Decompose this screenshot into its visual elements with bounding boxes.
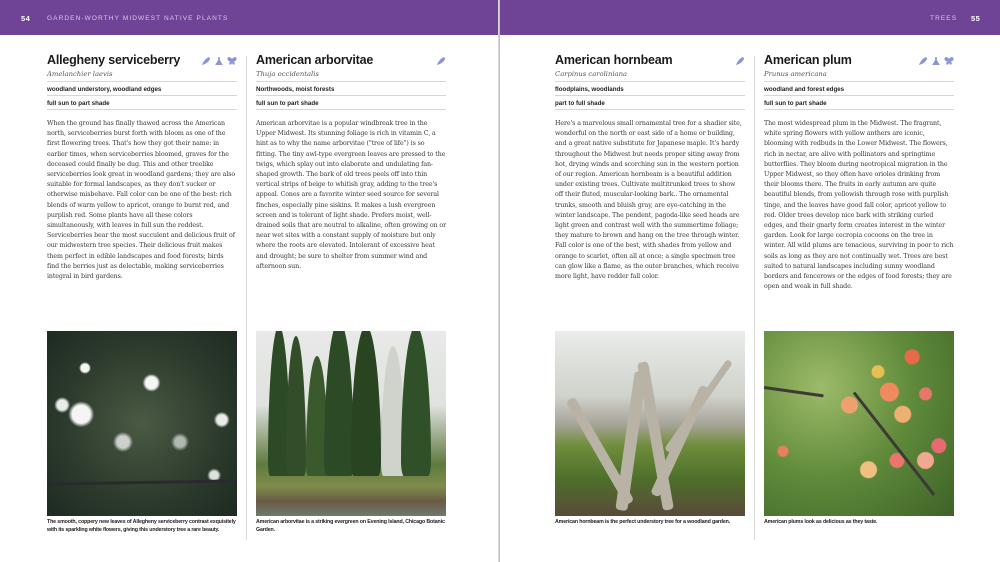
light-requirement: full sun to part shade	[764, 100, 827, 107]
right-page	[500, 0, 1000, 562]
divider	[256, 109, 446, 110]
photo-hornbeam	[555, 331, 745, 516]
habitat: woodland and forest edges	[764, 86, 845, 93]
plant-name: American hornbeam	[555, 53, 673, 67]
description: The most widespread plum in the Midwest. The fragrant, white spring flowers with yellow anthers are iconic, blooming with redbuds in the Lower Midwest. The flowers, rich in nectar, are alive with pollinators and springtime butterflies. They bloom during neotropical migration in the Upper Midwest, so they often have orioles drinking from their blooms there. The fruits in early autumn are quite beautiful blends, from yellowish through rose with purplish tinge, and the leaves have good fall color, apricot yellow to red. Older trees develop nice bark with striking curled edges, and their gnarly form creates interest in the winter garden. Look for large cecropia cocoons on the tree in winter. All wild plums are tenacious, surviving in poor to rich soils as long as they are not continually wet. Trees are best suited to natural landscapes including sunny woodland borders and fencerows or the edges of food forests; they are open and weak in full shade.	[764, 120, 954, 291]
divider	[764, 109, 954, 110]
photo-caption: American plums look as delicious as they taste.	[764, 519, 878, 525]
wildlife-icons	[918, 56, 954, 66]
light-requirement: full sun to part shade	[47, 100, 110, 107]
latin-name: Amelanchier laevis	[47, 70, 113, 78]
description: Here's a marvelous small ornamental tree for a shadier site, wonderful on the north or east side of a home or building, and a great native substitute for Japanese maple. It's hardy throughout the Midwest but needs proper siting away from hot, drying winds and scorching sun in the western portion of our region. American hornbeam is a beautiful addition under existing trees. Cultivate multitrunked trees to show off their fluted, muscular-looking bark.. The ornamental trunks, smooth and bluish gray, are eye-catching in the winter landscape. The pendent, pagoda-like seed heads are light green and contrast well with the summertime foliage; they mature to brown and hang on the tree through winter. Fall color is one of the best, with shades from yellow and orange to scarlet, often all at once; a single specimen tree can glow like a flame, as the outer branches, which receive more light, have redder fall color.	[555, 120, 742, 281]
bird-icon	[436, 56, 446, 66]
plant-name: Allegheny serviceberry	[47, 53, 181, 67]
photo-caption: The smooth, coppery new leaves of Allegheny serviceberry contrast exquisitely with its sparkling white flowers, giving this understory tree a rare beauty.	[47, 519, 236, 534]
latin-name: Carpinus caroliniana	[555, 70, 628, 78]
description: American arborvitae is a popular windbreak tree in the Upper Midwest. Its stunning foliage is rich in vitamin C, a hint as to why the name arborvitae ("tree of life") is so fitting. The tiny awl-type evergreen leaves are pressed to the twigs, which splay out into elaborate and undulating fan-shaped growth. The bark of old trees peels off into thin vertical strips of beige to whitish gray, adding to the tree's appeal. Cones are a favorite winter seed source for several finches, especially pine siskins. It makes a lush evergreen screen and is tolerant of light shade. Prefers moist, well-drained soils that are neutral to alkaline, often growing on or near wet sites with a constant supply of moisture but only where the roots are elevated. Intolerant of excessive heat and drought; be sure to shelter from summer wind and afternoon sun.	[256, 120, 447, 270]
photo-plum	[764, 331, 954, 516]
bird-icon	[735, 56, 745, 66]
plant-entry-allegheny-serviceberry	[47, 53, 237, 282]
photo-arborvitae	[256, 331, 446, 516]
habitat: floodplains, woodlands	[555, 86, 624, 93]
plant-entry-american-arborvitae	[256, 53, 446, 272]
butterfly-icon	[227, 56, 237, 66]
wildlife-icons	[735, 56, 745, 66]
light-requirement: full sun to part shade	[256, 100, 319, 107]
habitat: Northwoods, moist forests	[256, 86, 335, 93]
latin-name: Thuja occidentalis	[256, 70, 319, 78]
photo-serviceberry	[47, 331, 237, 516]
light-requirement: part to full shade	[555, 100, 605, 107]
divider	[47, 109, 237, 110]
bird-icon	[201, 56, 211, 66]
wildlife-icons	[201, 56, 237, 66]
running-head-right: TREES	[930, 15, 958, 22]
photo-caption: American arborvitae is a striking evergreen on Evening Island, Chicago Botanic Garden.	[256, 519, 445, 534]
photo-caption: American hornbeam is the perfect understory tree for a woodland garden.	[555, 519, 731, 525]
page-number-left: 54	[21, 14, 31, 23]
running-head-left: GARDEN-WORTHY MIDWEST NATIVE PLANTS	[47, 15, 229, 22]
plant-entry-american-hornbeam	[555, 53, 745, 282]
divider	[555, 109, 745, 110]
header-band-right	[500, 0, 1000, 35]
bee-icon	[214, 56, 224, 66]
description: When the ground has finally thawed across the American north, serviceberries burst forth with bloom as one of the first flowering trees. That's how they got their name: in earlier times, when serviceberries bloomed, graves for the deceased could finally be dug. This and other treelike serviceberries look great in woodland gardens; they are also suitable for formal landscapes, as they don't sucker or otherwise misbehave. Fall color can be one of the best: rich blends of warm yellow to apricot, orange to burnt red, and purplish red. Some plants have all these colors simultaneously, with leaves in full sun the reddest. Serviceberries bear the most succulent and delicious fruit of our midwestern tree species. Their delicious fruit makes them perfect in edible landscapes and food forests; birds find the berries just as delectable, making serviceberries integral in bird gardens.	[47, 120, 236, 281]
wildlife-icons	[436, 56, 446, 66]
bee-icon	[931, 56, 941, 66]
column-divider	[246, 56, 247, 540]
butterfly-icon	[944, 56, 954, 66]
habitat: woodland understory, woodland edges	[47, 86, 162, 93]
latin-name: Prunus americana	[764, 70, 827, 78]
column-divider	[754, 56, 755, 540]
page-number-right: 55	[971, 14, 981, 23]
plant-name: American arborvitae	[256, 53, 374, 67]
bird-icon	[918, 56, 928, 66]
header-band-left	[0, 0, 500, 35]
plant-name: American plum	[764, 53, 852, 67]
plant-entry-american-plum	[764, 53, 954, 292]
